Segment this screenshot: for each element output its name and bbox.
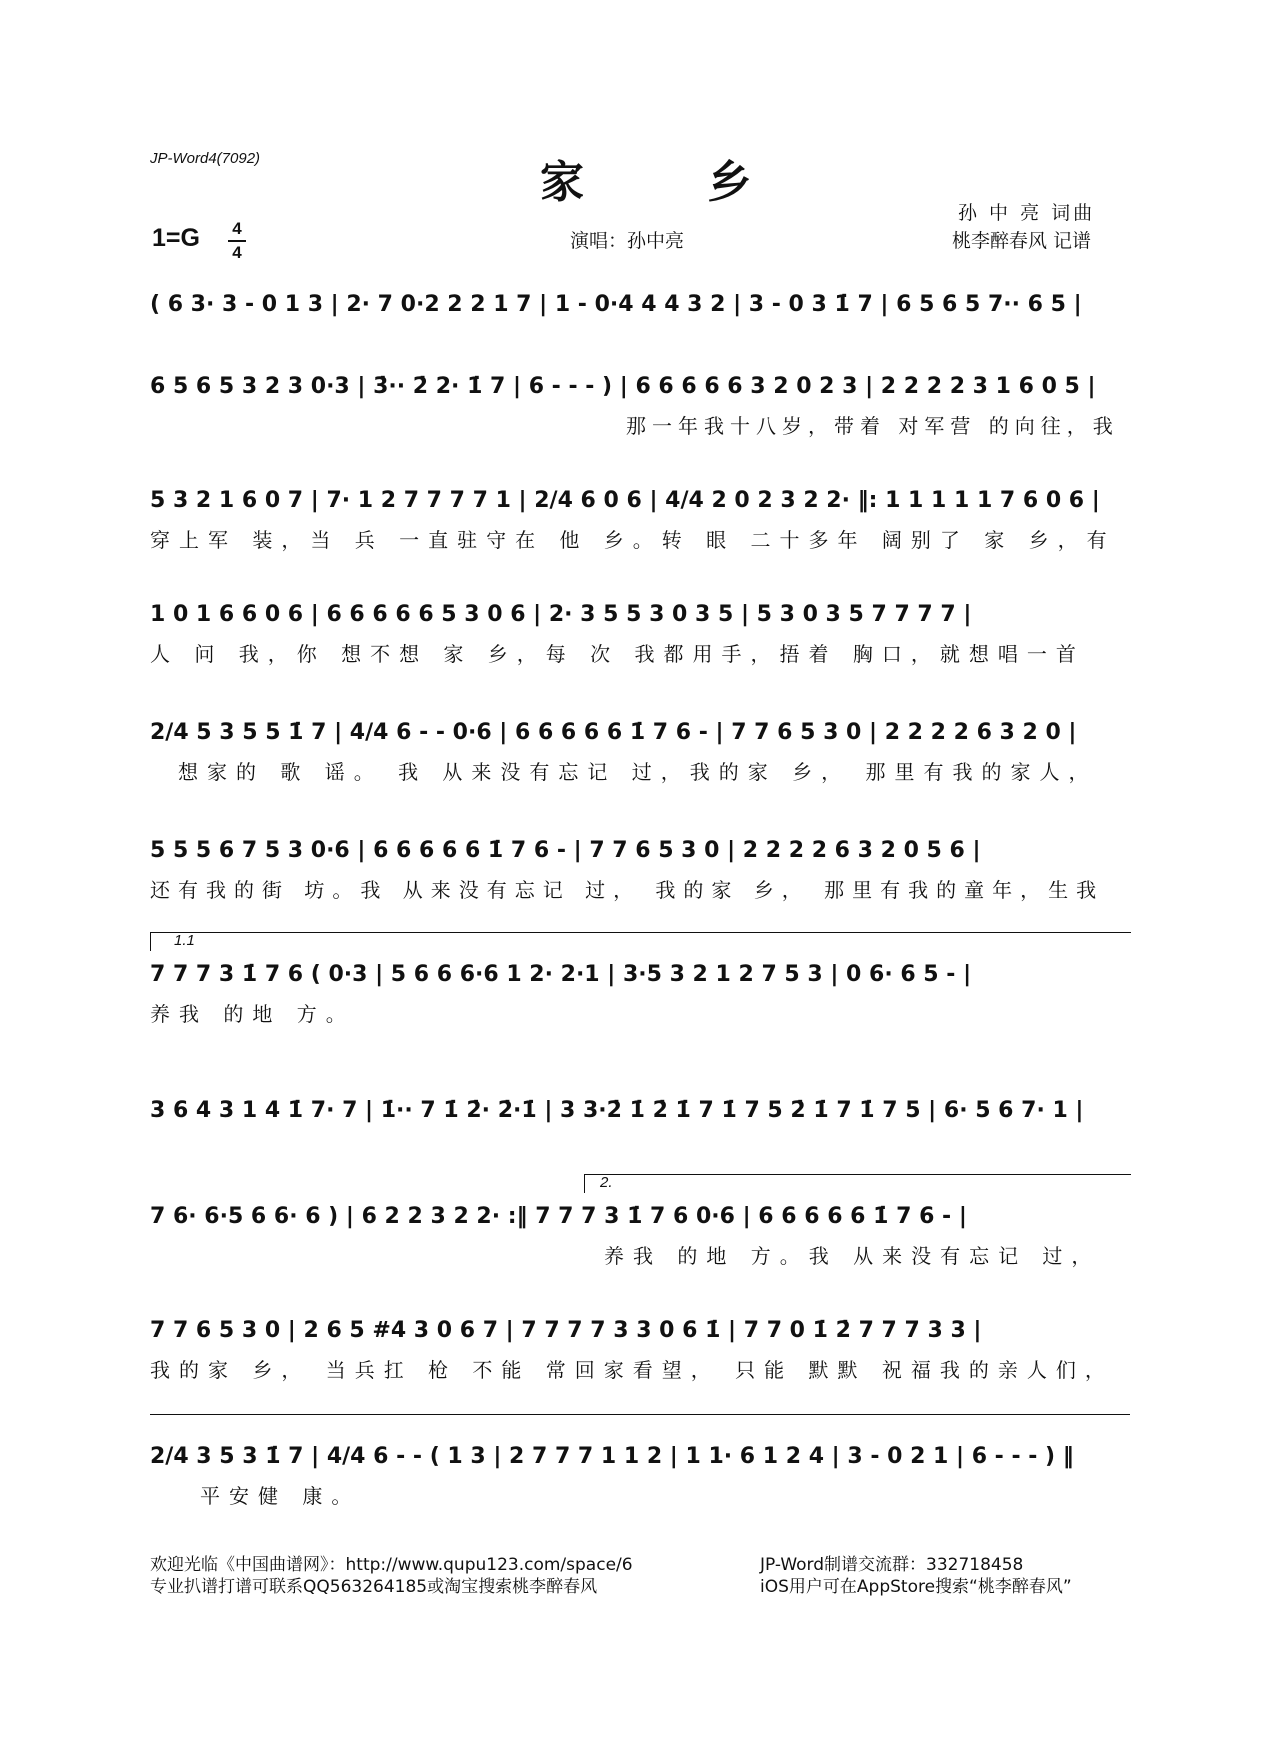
- footer-website: 欢迎光临《中国曲谱网》：http://www.qupu123.com/space/6: [150, 1555, 633, 1575]
- lyrics: 人 问 我，你 想不想 家 乡，每 次 我都用手，捂着 胸口，就想唱一首: [150, 642, 1085, 666]
- notation: 7 6· 6·5 6 6· 6 ) | 6 2 2 3 2 2· :‖ 7 7 7 3 1̇ 7 6 0·6 | 6 6 6 6 6 1̇ 7 6 - |: [150, 1204, 967, 1229]
- notation: 5 5 5 6 7 5 3 0·6 | 6 6 6 6 6 1̇ 7 6 - | 7 7 6 5 3 0 | 2 2 2 2 6 3 2 0 5 6 |: [150, 838, 981, 863]
- volta-label-2: 2.: [600, 1174, 613, 1191]
- lyrics: 平安健 康。: [200, 1484, 361, 1508]
- footer-ios: iOS用户可在AppStore搜索“桃李醉春风”: [760, 1577, 1072, 1597]
- bracket-line: [150, 1414, 1130, 1433]
- software-label: JP-Word4(7092): [150, 150, 261, 167]
- notation: 2/4 3 5 3 1̇ 7 | 4/4 6 - - ( 1 3 | 2 7 7 7 1 1 2 | 1 1· 6 1 2 4 | 3 - 0 2 1 | 6 - - - ) ‖: [150, 1444, 1074, 1469]
- notation: 1 0 1 6 6 0 6 | 6 6 6 6 6 5 3 0 6 | 2· 3 5 5 3 0 3 5 | 5 3 0 3 5 7 7 7 7 |: [150, 602, 972, 627]
- song-title: 家 乡: [540, 157, 806, 208]
- lyrics: 穿上军 装，当 兵 一直驻守在 他 乡。转 眼 二十多年 阔别了 家 乡，有: [150, 528, 1116, 552]
- lyrics: 养我 的地 方。我 从来没有忘记 过，: [604, 1244, 1101, 1268]
- notation: 2/4 5 3 5 5 1̇ 7 | 4/4 6 - - 0·6 | 6 6 6 6 6 1̇ 7 6 - | 7 7 6 5 3 0 | 2 2 2 2 6 3 2 0 |: [150, 720, 1077, 745]
- notation: 6 5 6 5 3 2 3 0·3 | 3̇·· 2̇ 2· 1̇ 7 | 6 - - - ) | 6 6 6 6 6 3 2 0 2 3 | 2 2 2 2 3 1 6 0 5 |: [150, 374, 1096, 399]
- notation: 7 7 6 5 3 0 | 2 6 5 #4 3 0 6 7 | 7 7 7 7 3 3 0 6 1̇ | 7 7 0 1̇ 2̇ 7 7 7 3 3 |: [150, 1318, 982, 1343]
- notation: 3 6 4 3 1 4 1̇ 7· 7 | 1̇·· 7 1̇ 2̇· 2̇·1̇ | 3 3·2̇ 1̇ 2̇ 1̇ 7 1̇ 7 5 2̇ 1̇ 7 1̇ 7 5 | 6· 5 6 7· 1 |: [150, 1098, 1084, 1123]
- lyrics: 还有我的街 坊。我 从来没有忘记 过， 我的家 乡， 那里有我的童年，生我: [150, 878, 1105, 902]
- time-signature-bottom: 4: [232, 243, 242, 262]
- notation: 7 7 7 3 1̇ 7 6 ( 0·3 | 5 6 6 6·6 1 2· 2·1 | 3·5 3 2 1 2 7 5 3 | 0 6· 6 5 - |: [150, 962, 972, 987]
- footer-contact: 专业扒谱打谱可联系QQ563264185或淘宝搜索桃李醉春风: [150, 1577, 598, 1597]
- volta-label-1: 1.1: [174, 932, 195, 949]
- footer-group: JP-Word制谱交流群：332718458: [760, 1555, 1024, 1575]
- lyrics: 想家的 歌 谣。 我 从来没有忘记 过，我的家 乡， 那里有我的家人，: [178, 760, 1098, 784]
- time-signature-top: 4: [232, 219, 242, 238]
- lyrics: 养我 的地 方。: [150, 1002, 355, 1026]
- lyrics: 我的家 乡， 当兵扛 枪 不能 常回家看望， 只能 默默 祝福我的亲人们，: [150, 1358, 1114, 1382]
- lyrics: 那一年我十八岁，带着 对军营 的向往，我: [626, 414, 1119, 438]
- volta-bracket-2: [584, 1174, 1131, 1193]
- singer-credit: 演唱：孙中亮: [570, 230, 685, 252]
- volta-bracket-1: [150, 932, 1131, 951]
- transcriber-credit: 桃李醉春风 记谱: [952, 230, 1092, 252]
- key-signature: 1=G: [152, 224, 200, 252]
- notation: ( 6 3· 3 - 0 1 3 | 2· 7 0·2 2 2 1 7 | 1 - 0·4 4 4 3 2 | 3 - 0 3 1̇ 7 | 6 5 6 5 7·· 6 5 |: [150, 292, 1082, 317]
- time-signature-bar: [228, 240, 246, 242]
- lyricist-credit: 孙 中 亮 词曲: [958, 202, 1096, 224]
- notation: 5 3 2 1 6 0 7 | 7· 1 2 7 7 7 7 1 | 2/4 6 0 6 | 4/4 2 0 2 3 2 2· ‖: 1 1 1 1 1 7 6 0 6 |: [150, 488, 1100, 513]
